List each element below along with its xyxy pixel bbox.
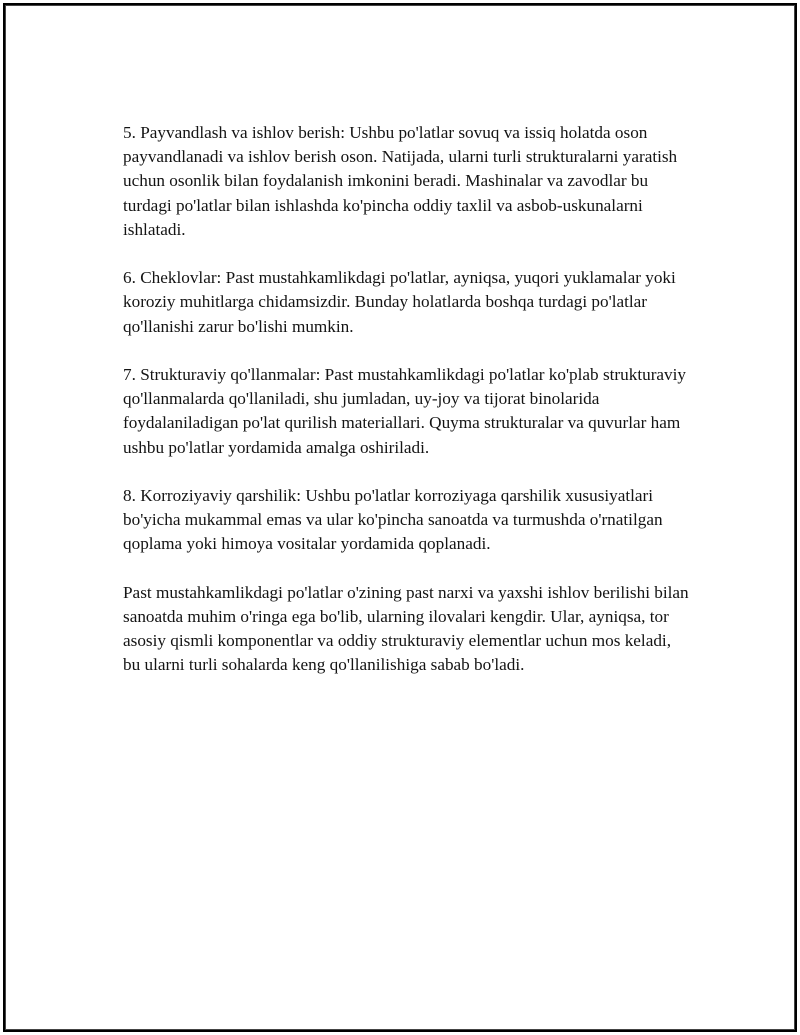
paragraph-conclusion: Past mustahkamlikdagi po'latlar o'zining past narxi va yaxshi ishlov berilishi bilan sanoatda muhim o'ringa ega bo'lib, ularning ilovalari kengdir. Ular, ayniqsa, tor asosiy qismli komponentlar va oddiy strukturaviy elementlar uchun mos keladi, bu ularni turli sohalarda keng qo'llanilishiga sabab bo'ladi. [123, 582, 689, 675]
paragraph-limitations: 6. Cheklovlar: Past mustahkamlikdagi po'latlar, ayniqsa, yuqori yuklamalar yoki koroziy muhitlarga chidamsizdir. Bunday holatlarda boshqa turdagi po'latlar qo'llanishi zarur bo'lishi mumkin. [123, 268, 676, 336]
paragraph-corrosion-resistance: 8. Korroziyaviy qarshilik: Ushbu po'latlar korroziyaga qarshilik xususiyatlari bo'yicha mukammal emas va ular ko'pincha sanoatda va turmushda o'rnatilgan qoplama yoki himoya vositalar yordamida qoplanadi. [123, 486, 663, 554]
paragraph-welding: 5. Payvandlash va ishlov berish: Ushbu po'latlar sovuq va issiq holatda oson payvandlanadi va ishlov berish oson. Natijada, ularni turli strukturalarni yaratish uchun osonlik bilan foydalanish imkonini beradi. Mashinalar va zavodlar bu turdagi po'latlar bilan ishlashda ko'pincha oddiy taxlil va asbob-uskunalarni ishlatadi. [123, 123, 678, 239]
document-body [123, 121, 689, 702]
page-frame [3, 3, 797, 1032]
paragraph-structural-applications: 7. Strukturaviy qo'llanmalar: Past mustahkamlikdagi po'latlar ko'plab strukturaviy qo'llanmalarda qo'llaniladi, shu jumladan, uy-joy va tijorat binolarida foydalaniladigan po'lat qurilish materiallari. Quyma strukturalar va quvurlar ham ushbu po'latlar yordamida amalga oshiriladi. [123, 365, 687, 457]
